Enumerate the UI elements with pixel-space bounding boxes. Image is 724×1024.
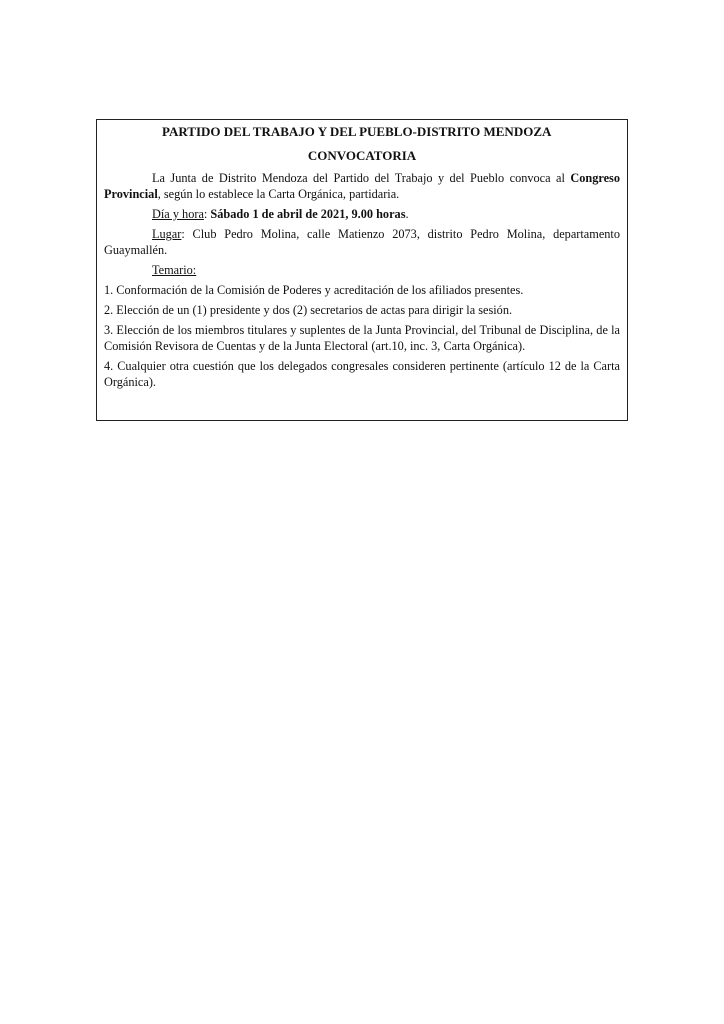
date-separator: : [203,207,211,221]
agenda-item-3: 3. Elección de los miembros titulares y suplentes de la Junta Provincial, del Tribunal de Disciplina, de la Comisión Revisora de Cuentas y de la Junta Electoral (art.10, inc. 3, Carta Orgánica). [104,323,620,353]
agenda-label: Temario: [152,263,197,277]
agenda-item-4: 4. Cualquier otra cuestión que los delegados congresales consideren pertinente (artículo 12 de la Carta Orgánica). [104,359,620,389]
party-title: PARTIDO DEL TRABAJO Y DEL PUEBLO-DISTRITO MENDOZA [162,124,552,139]
convocatoria-heading: CONVOCATORIA [307,148,417,163]
place-label: Lugar [152,227,182,241]
agenda-item-1: 1. Conformación de la Comisión de Poderes y acreditación de los afiliados presentes. [104,283,524,297]
agenda-label-paragraph [104,262,620,278]
intro-text-end: , según lo establece la Carta Orgánica, partidaria. [157,187,400,201]
agenda-item-2: 2. Elección de un (1) presidente y dos (2) secretarios de actas para dirigir la sesión. [104,303,513,317]
congress-name: Congreso Provincial [104,171,620,201]
intro-paragraph [104,170,620,202]
date-paragraph [104,206,620,222]
place-paragraph [104,226,620,258]
intro-text-start: La Junta de Distrito Mendoza del Partido del Trabajo y del Pueblo convoca al [152,171,571,185]
date-end: . [405,207,409,221]
convocatoria-notice-box [96,119,628,421]
date-value: Sábado 1 de abril de 2021, 9.00 horas [210,207,406,221]
place-value: : Club Pedro Molina, calle Matienzo 2073, distrito Pedro Molina, departamento Guaymallén. [104,227,620,257]
date-label: Día y hora [152,207,204,221]
